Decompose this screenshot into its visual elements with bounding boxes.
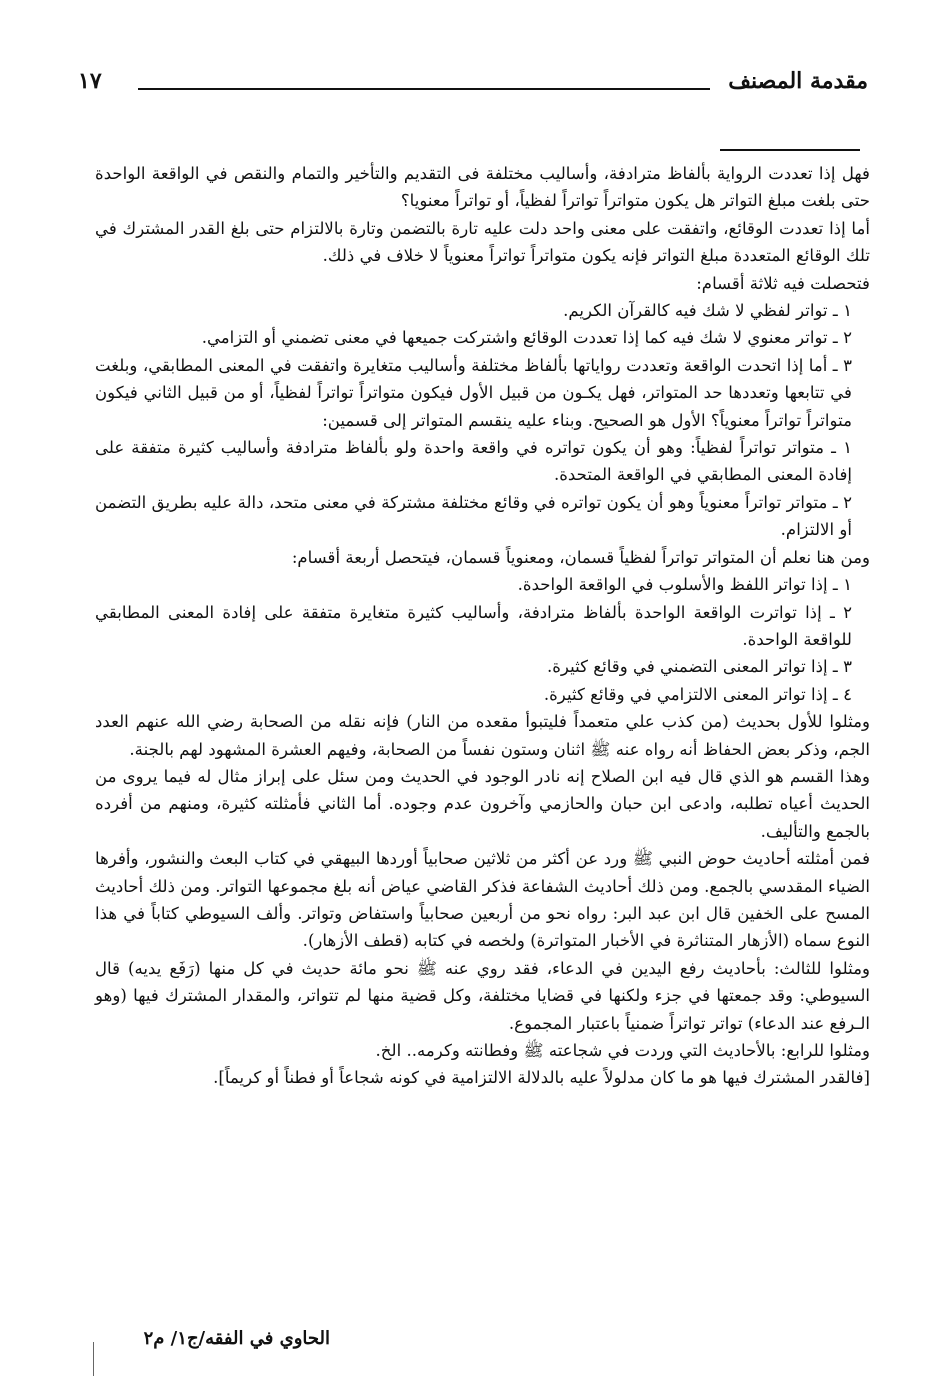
paragraph: ومثلوا للرابع: بالأحاديث التي وردت في شجاعته ﷺ وفطانته وكرمه.. الخ. xyxy=(375,1041,870,1060)
list-item: ٢ ـ متواتر تواتراً معنوياً وهو أن يكون تواتره في وقائع مختلفة مشتركة في معنى متحد، دالة عليه بطريق التضمن أو الالتزام. xyxy=(95,492,852,540)
list-item: ٤ ـ إذا تواتر المعنى الالتزامي في وقائع كثيرة. xyxy=(543,684,852,704)
list-item: ١ ـ تواتر لفظي لا شك فيه كالقرآن الكريم. xyxy=(563,301,852,321)
list-item: ٢ ـ تواتر معنوي لا شك فيه كما إذا تعددت الوقائع واشتركت جميعها في معنى تضمني أو التزامي. xyxy=(201,328,852,348)
footer-signature: الحاوي في الفقه/ج١/ م٢ xyxy=(143,1328,330,1349)
header-rule xyxy=(138,88,710,90)
list-item: ١ ـ إذا تواتر اللفظ والأسلوب في الواقعة الواحدة. xyxy=(517,575,852,595)
list-item: ١ ـ متواتر تواتراً لفظياً: وهو أن يكون تواتره في واقعة واحدة ولو بألفاظ مترادفة وأساليب كثيرة متفقة على إفادة المعنى المطابقي في الواقعة المتحدة. xyxy=(95,438,852,485)
paragraph: ومثلوا للأول بحديث (من كذب علي متعمداً فليتبوأ مقعده من النار) فإنه نقله من الصحابة رضي الله عنهم العدد الجم، وذكر بعض الحفاظ أنه رواه عنه ﷺ اثنان وستون نفساً من الصحابة، وفيهم العشرة المشهود لهم بالجنة. xyxy=(95,712,870,759)
paragraph: فمن أمثلته أحاديث حوض النبي ﷺ ورد عن أكثر من ثلاثين صحابياً أوردها البيهقي في كتاب البعث والنشور، وأفرها الضياء المقدسي بالجمع. ومن ذلك أحاديث الشفاعة فذكر القاضي عياض أنه بلغ مجموعها التواتر. ومن ذلك أحاديث المسح على الخفين قال ابن عبد البر: رواه نحو من أربعين صحابياً واستفاض وتواتر. وألف السيوطي كتاباً في هذا النوع سماه (الأزهار المتناثرة في الأخبار المتواترة) ولخصه في كتابه (قطف الأزهار). xyxy=(95,849,870,951)
paragraph: ومن هنا نعلم أن المتواتر تواتراً لفظياً قسمان، ومعنوياً قسمان، فيتحصل أربعة أقسام: xyxy=(291,547,870,567)
header-title: مقدمة المصنف xyxy=(728,68,868,94)
paragraph: وهذا القسم هو الذي قال فيه ابن الصلاح إنه نادر الوجود في الحديث ومن سئل على إبراز مثال له فيما يروى من الحديث أعياه تطلبه، وادعى ابن حبان والحازمي وآخرون عدم وجوده. أما الثاني فأمثلته كثيرة، ومنهم من أفرده بالجمع والتأليف. xyxy=(95,766,870,841)
running-header xyxy=(78,66,868,106)
paragraph: [فالقدر المشترك فيها هو ما كان مدلولاً عليه بالدلالة الالتزامية في كونه شجاعاً أو فطناً أو كريماً]. xyxy=(213,1068,870,1088)
main-text xyxy=(95,160,870,1092)
paragraph: فهل إذا تعددت الرواية بألفاظ مترادفة، وأساليب مختلفة فى التقديم والتأخير والتمام والنقص في الواقعة الواحدة حتى بلغت مبلغ التواتر هل يكون متواتراً تواتراً لفظياً، أو تواتراً معنويا؟ xyxy=(95,164,870,211)
list-item: ٣ ـ أما إذا اتحدت الواقعة وتعددت رواياتها بألفاظ مختلفة وأساليب متغايرة واتفقت في المعنى المطابقي، وبلغت في تتابعها وتعددها حد المتواتر، فهل يكـون من قبيل الأول فيكون متواتراً تواتراً لفظياً، أو من قبيل الثاني فيكون متواتراً تواتراً معنوياً؟ الأول هو الصحيح. وبناء عليه ينقسم المتواتر إلى قسمين: xyxy=(95,355,852,430)
paragraph: ومثلوا للثالث: بأحاديث رفع اليدين في الدعاء، فقد روي عنه ﷺ نحو مائة حديث في كل منها (رَفَع يديه) قال السيوطي: وقد جمعتها في جزء ولكنها في قضايا مختلفة، وكل قضية منها لم تتواتر، والمقدار المشترك فيها (وهو الـرفع عند الدعاء) تواتر تواتراً ضمنياً باعتبار المجموع. xyxy=(95,958,870,1033)
list-item: ٣ ـ إذا تواتر المعنى التضمني في وقائع كثيرة. xyxy=(546,657,852,677)
page-number: ١٧ xyxy=(78,68,102,94)
paragraph: فتحصلت فيه ثلاثة أقسام: xyxy=(696,273,870,293)
paragraph: أما إذا تعددت الوقائع، واتفقت على معنى واحد دلت عليه تارة بالتضمن وتارة بالالتزام حتى بلغ القدر المشترك في تلك الوقائع المتعددة مبلغ التواتر فإنه يكون متواتراً تواتراً معنوياً لا خلاف في ذلك. xyxy=(95,218,870,266)
margin-mark xyxy=(93,1342,94,1376)
list-item: ٢ ـ إذا تواترت الواقعة الواحدة بألفاظ مترادفة، وأساليب كثيرة متغايرة متفقة على إفادة المعنى المطابقي للواقعة الواحدة. xyxy=(95,602,852,649)
section-rule xyxy=(720,149,860,151)
